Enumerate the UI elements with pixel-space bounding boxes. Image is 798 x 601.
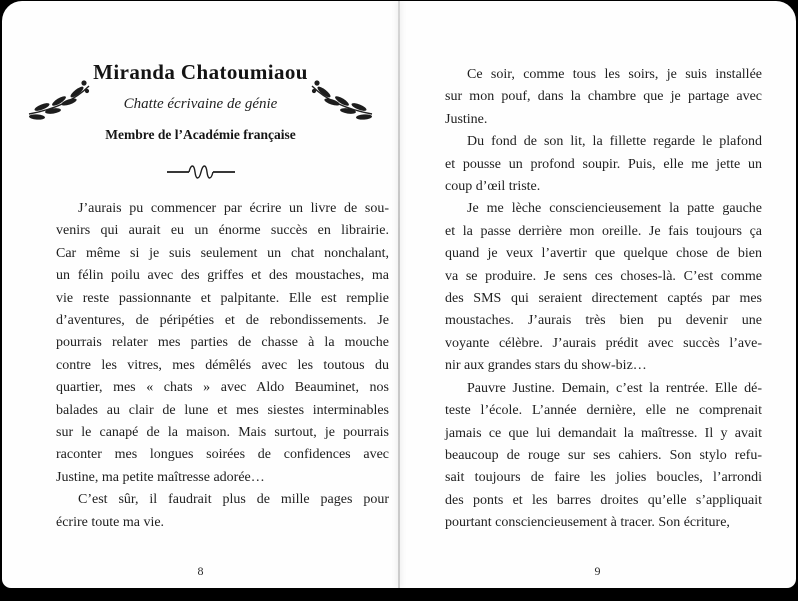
text-line: pourrais relater mes parties de chasse à la mouche <box>56 335 389 351</box>
text-line: teste l’école. L’année dernière, elle ne comprenait <box>445 403 762 419</box>
text-line: Justine, ma petite maîtresse adorée… <box>56 469 265 485</box>
text-line: voyante célèbre. J’aurais prédit avec succès l’ave- <box>445 335 762 351</box>
text-line: un félin poilu avec des griffes et des moustaches, ma <box>56 268 389 284</box>
text-line: écrire toute ma vie. <box>56 514 165 530</box>
text-line: balades au clair de lune et mes siestes interminables <box>56 402 389 418</box>
text-line: sur le canapé de la maison. Mais surtout, je pourrais <box>56 425 389 441</box>
paragraph <box>56 489 389 534</box>
text-line: va se produire. Je sens ces choses-là. C’est comme <box>445 268 762 284</box>
left-page-text <box>56 198 389 534</box>
text-line: des ponts et les barres droites qu’elle s’appliquait <box>445 492 762 508</box>
paragraph <box>445 378 762 535</box>
laurel-branch-left-icon <box>25 76 91 128</box>
text-line: Ce soir, comme tous les soirs, je suis installée <box>467 67 762 82</box>
right-page <box>399 1 796 588</box>
page-gutter-divider <box>398 1 400 588</box>
text-line: sur mon pouf, dans la chambre que je partage avec <box>445 89 762 105</box>
text-line: contre les vitres, mes démêlés avec les toutous du <box>56 357 389 373</box>
right-page-text <box>445 1 762 535</box>
author-subtitle: Chatte écrivaine de génie <box>123 96 278 112</box>
text-line: d’aventures, de péripéties et de rebondissements. Je <box>56 313 389 329</box>
text-line: Du fond de son lit, la fillette regarde le plafond <box>467 134 762 150</box>
text-line: coup d’œil triste. <box>445 179 541 195</box>
text-line: Car même si je suis seulement un chat nonchalant, <box>56 245 389 261</box>
chapter-header <box>2 59 399 144</box>
text-line: Pauvre Justine. Demain, c’est la rentrée. Elle dé- <box>467 380 762 396</box>
text-line: J’aurais pu commencer par écrire un livre de sou- <box>78 201 389 216</box>
text-line: venirs qui aurait eu un énorme succès en librairie. <box>56 223 389 239</box>
text-line: nir aux grandes stars du show-biz… <box>445 358 647 374</box>
author-title: Miranda Chatoumiaou <box>93 60 308 84</box>
text-line: pourtant consciencieusement à tracer. Son écriture, <box>445 515 730 531</box>
paragraph <box>445 64 762 131</box>
title-block <box>93 59 308 144</box>
squiggle-divider-icon <box>165 164 237 180</box>
page-number-right: 9 <box>594 564 601 578</box>
text-line: beaucoup de rouge sur ses cahiers. Son stylo refu- <box>445 447 762 463</box>
text-line: moustaches. J’aurais très bien pu devenir une <box>445 313 762 329</box>
text-line: des SMS qui seraient directement captés par mes <box>445 291 762 307</box>
author-affiliation: Membre de l’Académie française <box>105 127 296 142</box>
text-line: et la passe derrière mon oreille. Je fais toujours ça <box>445 223 762 239</box>
text-line: raconter mes longues soirées de confidences avec <box>56 447 389 463</box>
paragraph <box>445 198 762 377</box>
text-line: quartier, mes « chats » avec Aldo Beauminet, nos <box>56 380 389 396</box>
page-number-left: 8 <box>197 564 204 578</box>
book-spread <box>2 1 796 588</box>
text-line: et pousse un profond soupir. Puis, elle me jette un <box>445 156 762 172</box>
text-line: jamais ce que lui demandait la maîtresse. Il y avait <box>445 425 762 441</box>
text-line: Justine. <box>445 111 488 127</box>
text-line: quand je veux l’avertir que quelque chose de bien <box>445 246 762 262</box>
text-line: sait toujours de faire les jolies boucles, l’arrondi <box>445 470 762 486</box>
text-line: vie reste passionnante et palpitante. Elle est remplie <box>56 290 389 306</box>
text-line: C’est sûr, il faudrait plus de mille pages pour <box>78 492 389 508</box>
laurel-branch-right-icon <box>310 76 376 128</box>
paragraph <box>56 198 389 489</box>
left-page <box>2 1 399 588</box>
paragraph <box>445 131 762 198</box>
text-line: Je me lèche consciencieusement la patte gauche <box>467 201 762 217</box>
